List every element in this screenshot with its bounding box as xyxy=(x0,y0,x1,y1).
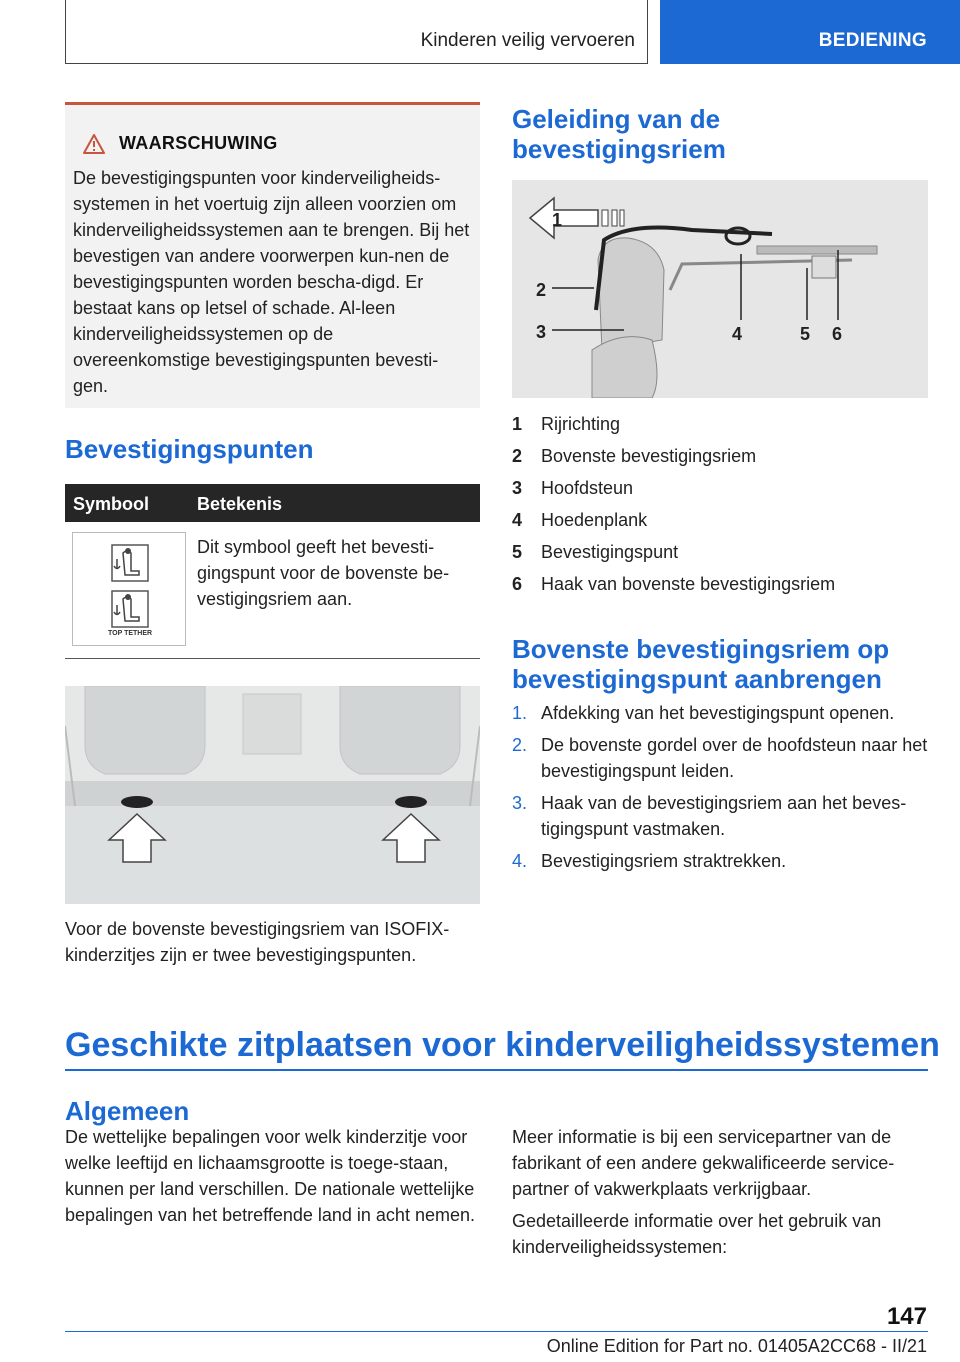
paragraph-right-1: Meer informatie is bij een servicepartner van de fabrikant of een andere gekwalificeerde service-partner of vakwerkplaats verkrijgbaar. xyxy=(512,1127,895,1199)
top-tether-symbol xyxy=(72,532,186,646)
callout-3: 3 xyxy=(536,322,547,342)
col-meaning-label: Betekenis xyxy=(197,494,283,514)
chapter-tab xyxy=(660,0,960,64)
legend-num: 4 xyxy=(512,510,523,530)
legend-item xyxy=(512,538,928,570)
callout-2: 2 xyxy=(536,280,547,300)
top-tether-caption: TOP TETHER xyxy=(108,630,153,637)
paragraph-right-2: Gedetailleerde informatie over het gebruik van kinderveiligheidssystemen: xyxy=(512,1211,882,1257)
legend-num: 2 xyxy=(512,446,523,466)
legend-label: Rijrichting xyxy=(541,414,621,434)
running-header xyxy=(65,0,648,64)
tether-routing-illustration xyxy=(512,180,928,398)
paragraph-left: De wettelijke bepalingen voor welk kinderzitje voor welke leeftijd en lichaamsgrootte is toege-staan, kunnen per land verschillen. De nationale wettelijke bepalingen van het betreffende land in acht nemen. xyxy=(65,1127,475,1225)
step-number: 4. xyxy=(512,851,528,871)
legend-label: Bovenste bevestigingsriem xyxy=(541,446,757,466)
step-text: Haak van de bevestigingsriem aan het beves-tigingspunt vastmaken. xyxy=(541,793,907,839)
step-text: De bovenste gordel over de hoofdsteun naar het bevestigingspunt leiden. xyxy=(541,735,928,781)
instruction-steps xyxy=(512,700,932,880)
callout-5: 5 xyxy=(800,324,811,344)
legend-num: 1 xyxy=(512,414,523,434)
callout-1: 1 xyxy=(552,210,563,230)
section-title: Kinderen veilig vervoeren xyxy=(420,30,635,51)
symbol-meaning-text: Dit symbool geeft het bevesti-gingspunt voor de bovenste be-vestigingsriem aan. xyxy=(197,537,450,609)
table-divider xyxy=(65,658,480,659)
legend-item xyxy=(512,570,928,602)
heading-line-1: Bovenste bevestigingsriem op xyxy=(512,634,890,664)
chapter-heading-rule xyxy=(65,1069,928,1071)
step-number: 2. xyxy=(512,735,528,755)
tether-routing-diagram xyxy=(512,180,928,398)
symbol-table-header xyxy=(65,484,480,522)
callout-6: 6 xyxy=(832,324,843,344)
rear-seat-tether-photo xyxy=(65,686,480,904)
warning-triangle-icon xyxy=(83,134,105,154)
warning-box xyxy=(65,102,480,408)
step-number: 1. xyxy=(512,703,528,723)
legend-label: Hoofdsteun xyxy=(541,478,634,498)
legend-item xyxy=(512,442,928,474)
legend-num: 6 xyxy=(512,574,523,594)
photo-caption: Voor de bovenste bevestigingsriem van ISOFIX-kinderzitjes zijn er twee bevestigingspunten. xyxy=(65,919,450,965)
step-item xyxy=(512,848,932,874)
step-item xyxy=(512,700,932,726)
legend-item xyxy=(512,410,928,442)
step-item xyxy=(512,790,932,842)
step-text: Bevestigingsriem straktrekken. xyxy=(541,851,787,871)
diagram-legend xyxy=(512,410,928,602)
legend-item xyxy=(512,506,928,538)
col-symbol-label: Symbool xyxy=(73,494,150,514)
callout-4: 4 xyxy=(732,324,743,344)
step-item xyxy=(512,732,932,784)
rear-seat-illustration xyxy=(65,686,480,904)
section-heading-geleiding: Geleiding van de bevestigingsriem xyxy=(512,104,726,164)
footer-rule xyxy=(65,1331,928,1332)
step-number: 3. xyxy=(512,793,528,813)
page-number: 147 xyxy=(886,1303,927,1330)
warning-header xyxy=(83,133,278,154)
step-text: Afdekking van het bevestigingspunt openen. xyxy=(541,703,895,723)
legend-num: 5 xyxy=(512,542,523,562)
legend-label: Haak van bovenste bevestigingsriem xyxy=(541,574,836,594)
section-heading-aanbrengen xyxy=(512,634,932,694)
warning-title: WAARSCHUWING xyxy=(119,133,278,153)
child-seat-anchor-icon xyxy=(73,533,185,645)
chapter-heading: Geschikte zitplaatsen voor kinderveiligheidssystemen xyxy=(65,1026,940,1064)
legend-num: 3 xyxy=(512,478,523,498)
heading-line-2: bevestigingspunt aanbrengen xyxy=(512,664,882,694)
section-heading-bevestigingspunten: Bevestigingspunten xyxy=(65,434,314,464)
subheading-algemeen: Algemeen xyxy=(65,1096,190,1126)
chapter-tab-label: BEDIENING xyxy=(818,30,927,51)
legend-label: Hoedenplank xyxy=(541,510,648,530)
legend-label: Bevestigingspunt xyxy=(541,542,679,562)
warning-text: De bevestigingspunten voor kinderveiligheids-systemen in het voertuig zijn alleen voorzien om kinderveiligheidssystemen aan te brengen. Bij het bevestigen van andere voorwerpen kun-nen de bevestigingspunten worden bescha-digd. Er bestaat kans op letsel of schade. Al-leen kinderveiligheidssystemen op de overeenkomstige bevestigingspunten bevesti-gen. xyxy=(73,168,470,396)
legend-item xyxy=(512,474,928,506)
footer-edition: Online Edition for Part no. 01405A2CC68 - II/21 xyxy=(546,1336,927,1356)
